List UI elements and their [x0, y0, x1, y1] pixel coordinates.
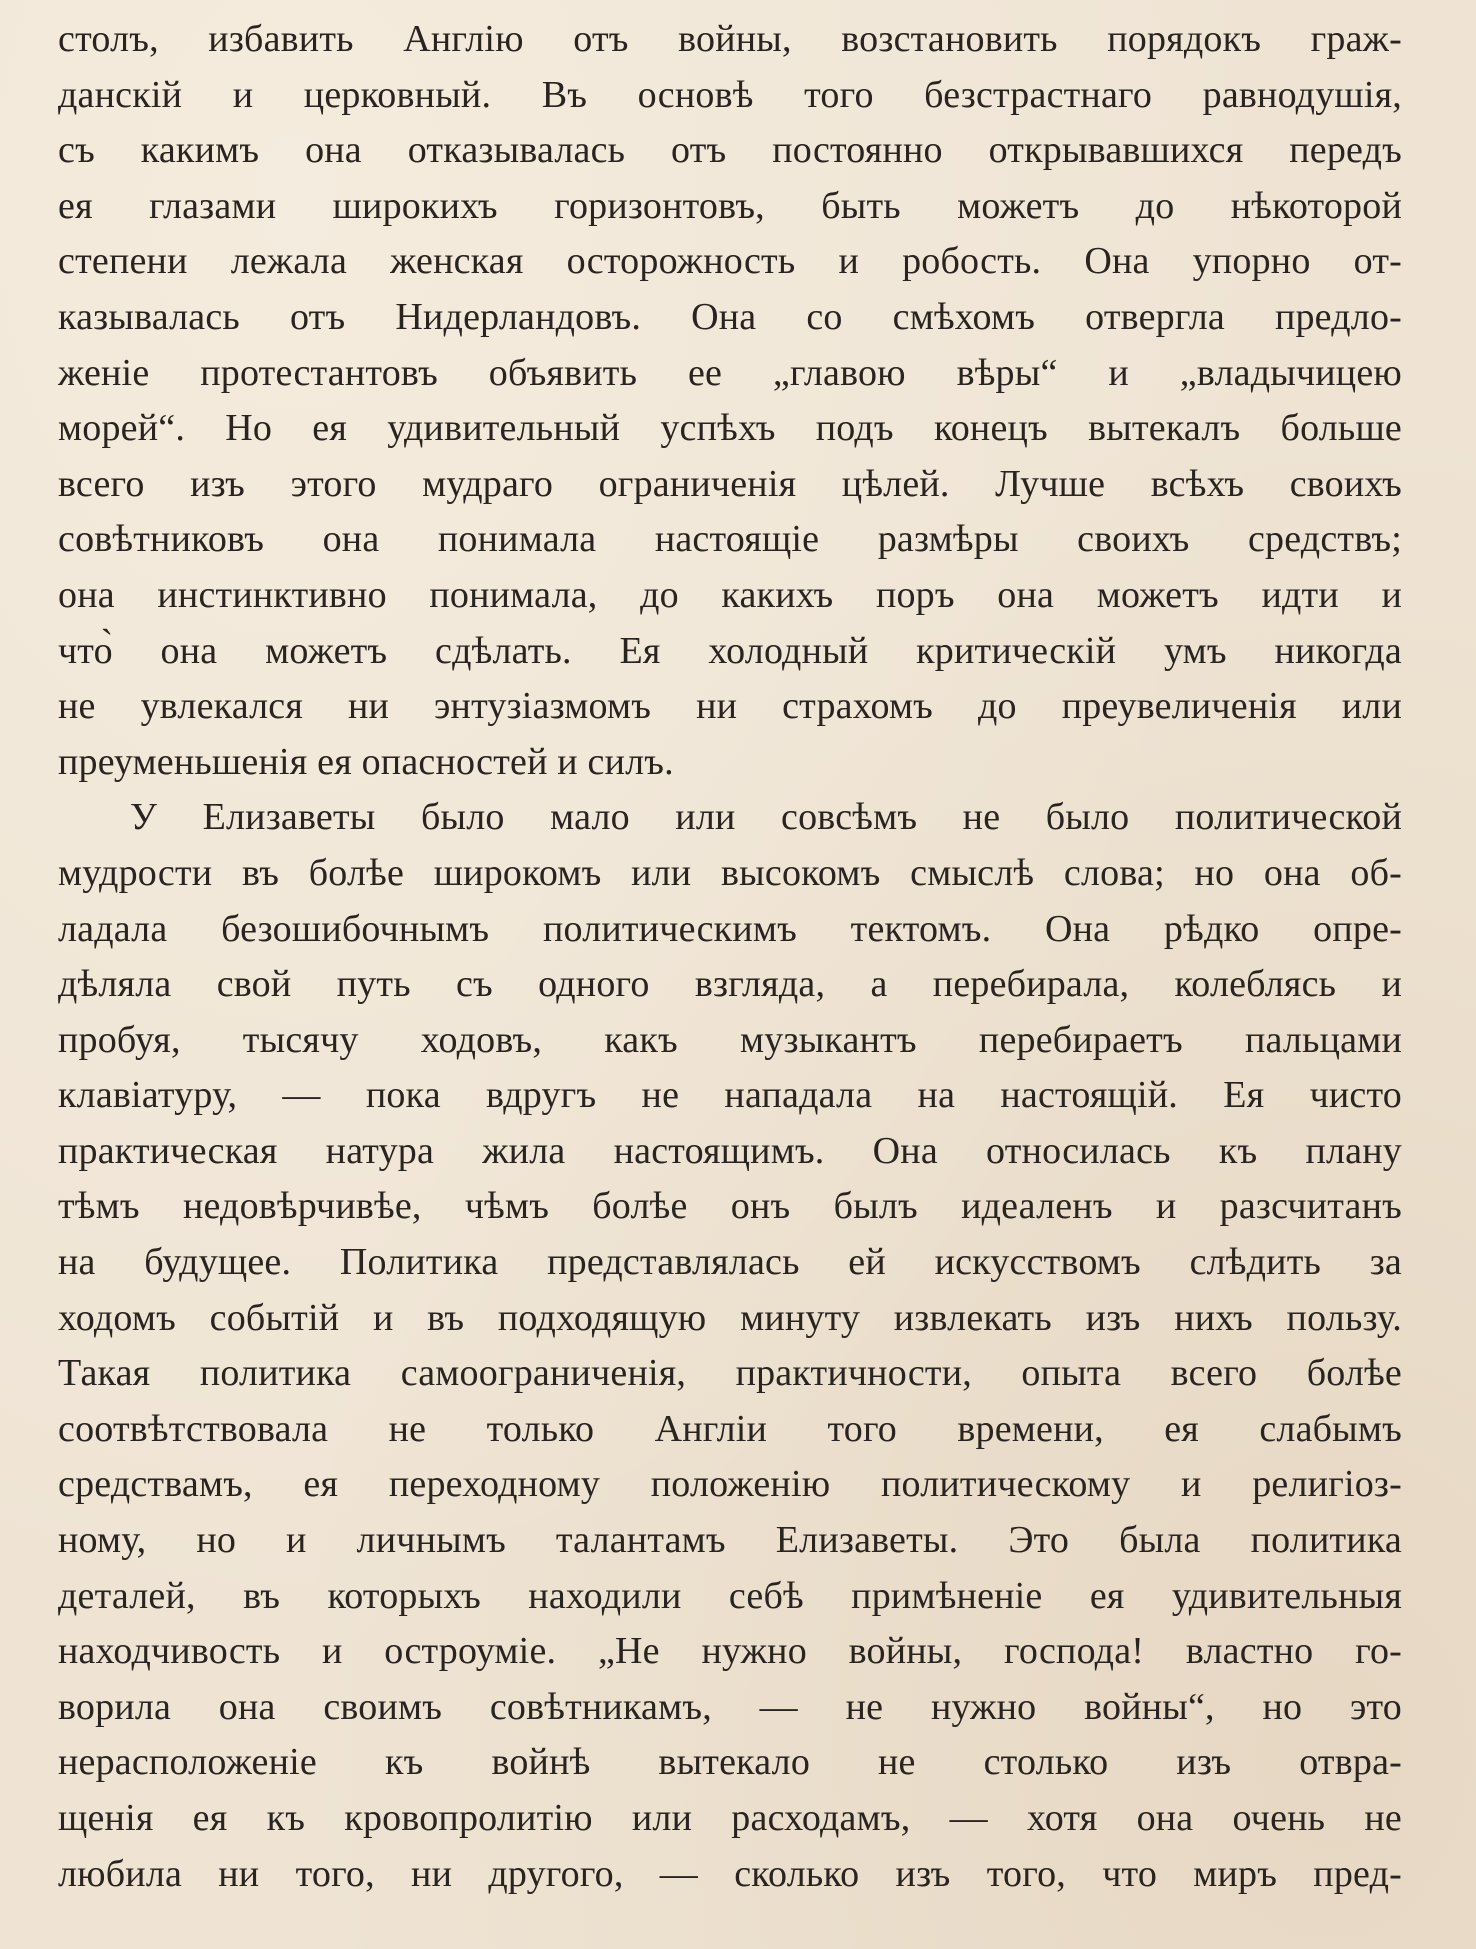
- text-line: Такая политика самоограниченія, практичности, опыта всего болѣе: [58, 1352, 1402, 1395]
- text-line: щенія ея къ кровопролитію или расходамъ, — хотя она очень не: [58, 1797, 1402, 1839]
- text-line: морей“. Но ея удивительный успѣхъ подъ конецъ вытекалъ больше: [58, 407, 1402, 450]
- text-line: ходомъ событій и въ подходящую минуту извлекать изъ нихъ пользу.: [58, 1296, 1402, 1339]
- text-line: не увлекался ни энтузіазмомъ ни страхомъ до преувеличенія или: [58, 685, 1402, 728]
- text-line: дѣляла свой путь съ одного взгляда, а перебирала, колеблясь и: [58, 963, 1402, 1006]
- text-line: мудрости въ болѣе широкомъ или высокомъ смыслѣ слова; но она об-: [58, 851, 1402, 894]
- paragraph-2: [58, 790, 1402, 1902]
- text-line: деталей, въ которыхъ находили себѣ примѣненіе ея удивительныя: [58, 1574, 1402, 1617]
- text-line: преуменьшенія ея опасностей и силъ.: [58, 740, 674, 783]
- text-line: женіе протестантовъ объявить ее „главою вѣры“ и „владычицею: [58, 351, 1402, 394]
- text-line: тѣмъ недовѣрчивѣе, чѣмъ болѣе онъ былъ идеаленъ и разсчитанъ: [58, 1185, 1402, 1228]
- text-line: ворила она своимъ совѣтникамъ, — не нужно войны“, но это: [58, 1685, 1402, 1728]
- text-line: казывалась отъ Нидерландовъ. Она со смѣхомъ отвергла предло-: [58, 295, 1402, 338]
- text-line: ному, но и личнымъ талантамъ Елизаветы. Это была политика: [58, 1519, 1402, 1562]
- text-line: средствамъ, ея переходному положенію политическому и религіоз-: [58, 1463, 1402, 1506]
- text-line: любила ни того, ни другого, — сколько изъ того, что миръ пред-: [58, 1852, 1402, 1895]
- text-line: пробуя, тысячу ходовъ, какъ музыкантъ перебираетъ пальцами: [58, 1018, 1402, 1061]
- text-line: ея глазами широкихъ горизонтовъ, быть можетъ до нѣкоторой: [58, 184, 1402, 227]
- text-line: данскій и церковный. Въ основѣ того безстрастнаго равнодушія,: [58, 73, 1402, 116]
- text-line: клавіатуру, — пока вдругъ не нападала на настоящій. Ея чисто: [58, 1074, 1402, 1117]
- text-line: находчивость и остроуміе. „Не нужно войны, господа! властно го-: [58, 1630, 1402, 1673]
- text-line: У Елизаветы было мало или совсѣмъ не было политической: [130, 796, 1402, 839]
- text-line: столъ, избавить Англію отъ войны, возстановить порядокъ граж-: [58, 18, 1402, 60]
- text-line: совѣтниковъ она понимала настоящіе размѣры своихъ средствъ;: [58, 518, 1402, 561]
- text-line: степени лежала женская осторожность и робость. Она упорно от-: [58, 240, 1402, 283]
- text-line: нерасположеніе къ войнѣ вытекало не столько изъ отвра-: [58, 1741, 1402, 1784]
- text-line: она инстинктивно понимала, до какихъ поръ она можетъ идти и: [58, 573, 1402, 616]
- text-line: практическая натура жила настоящимъ. Она относилась къ плану: [58, 1129, 1402, 1172]
- book-page: [58, 12, 1402, 1902]
- paragraph-1: [58, 12, 1402, 790]
- text-line: ладала безошибочнымъ политическимъ тектомъ. Она рѣдко опре-: [58, 907, 1402, 950]
- text-line: что̀ она можетъ сдѣлать. Ея холодный критическій умъ никогда: [58, 629, 1402, 672]
- text-line: съ какимъ она отказывалась отъ постоянно открывавшихся передъ: [58, 129, 1402, 172]
- text-line: на будущее. Политика представлялась ей искусствомъ слѣдить за: [58, 1241, 1402, 1284]
- text-line: всего изъ этого мудраго ограниченія цѣлей. Лучше всѣхъ своихъ: [58, 462, 1402, 505]
- text-line: соотвѣтствовала не только Англіи того времени, ея слабымъ: [58, 1407, 1402, 1450]
